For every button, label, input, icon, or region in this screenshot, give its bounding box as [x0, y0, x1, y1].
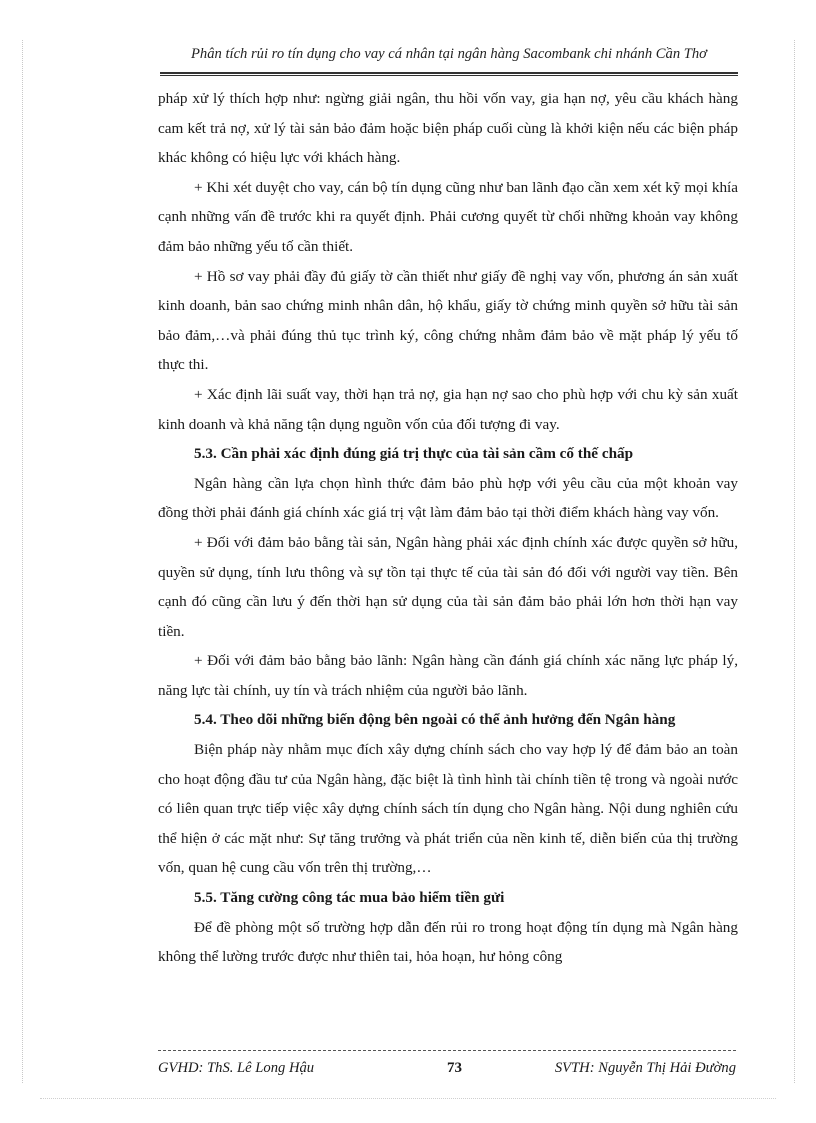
paragraph: + Xác định lãi suất vay, thời hạn trả nợ, gia hạn nợ sao cho phù hợp với chu kỳ sản xuất kinh doanh và khả năng tận dụng nguồn vốn của đối tượng đi vay.	[158, 385, 738, 433]
footer-rule	[158, 1050, 736, 1051]
footer-advisor: GVHD: ThS. Lê Long Hậu	[158, 1060, 315, 1076]
paragraph: Biện pháp này nhằm mục đích xây dựng chính sách cho vay hợp lý để đảm bảo an toàn cho hoạt động đầu tư của Ngân hàng, đặc biệt là tình hình tài chính tiền tệ trong và ngoài nước có liên quan trực tiếp việc xây dựng chính sách tín dụng cho Ngân hàng. Nội dung nghiên cứu thể hiện ở các mặt như: Sự tăng trưởng và phát triển của nền kinh tế, diễn biến của thị trường vốn, quan hệ cung cầu vốn trên thị trường,…	[158, 741, 738, 877]
footer-student: SVTH: Nguyễn Thị Hải Đường	[554, 1060, 736, 1076]
paragraph: Ngân hàng cần lựa chọn hình thức đảm bảo phù hợp với yêu cầu của một khoản vay đồng thời phải đánh giá chính xác giá trị vật làm đảm bảo tại thời điểm khách hàng vay vốn.	[158, 474, 738, 522]
section-heading-5-5: 5.5. Tăng cường công tác mua bảo hiểm tiền gửi	[194, 889, 505, 907]
header-rule	[160, 72, 738, 74]
page-number: 73	[446, 1060, 462, 1076]
page-margin-left	[22, 40, 23, 1083]
paragraph: + Khi xét duyệt cho vay, cán bộ tín dụng cũng như ban lãnh đạo cần xem xét kỹ mọi khía cạnh những vấn đề trước khi ra quyết định. Phải cương quyết từ chối những khoản vay không đảm bảo những yếu tố cần thiết.	[158, 178, 738, 255]
page-footer	[158, 1060, 736, 1077]
paragraph: + Đối với đảm bảo bằng tài sản, Ngân hàng phải xác định chính xác được quyền sở hữu, quyền sử dụng, tính lưu thông và sự tồn tại thực tế của tài sản đó đối với người vay tiền. Bên cạnh đó cũng cần lưu ý đến thời hạn sử dụng của tài sản đảm bảo phải lớn hơn thời hạn vay tiền.	[158, 533, 738, 640]
document-body	[158, 84, 738, 972]
page-margin-bottom	[40, 1098, 776, 1099]
section-heading-5-3: 5.3. Cần phải xác định đúng giá trị thực của tài sản cầm cố thế chấp	[194, 445, 634, 463]
section-heading-5-4: 5.4. Theo dõi những biến động bên ngoài có thể ảnh hưởng đến Ngân hàng	[194, 711, 676, 729]
running-header: Phân tích rủi ro tín dụng cho vay cá nhân tại ngân hàng Sacombank chi nhánh Cần Thơ	[191, 46, 707, 62]
paragraph: Để đề phòng một số trường hợp dẫn đến rủi ro trong hoạt động tín dụng mà Ngân hàng không thể lường trước được như thiên tai, hỏa hoạn, hư hỏng công	[158, 918, 738, 966]
header-rule-inner	[160, 75, 738, 76]
paragraph: pháp xử lý thích hợp như: ngừng giải ngân, thu hồi vốn vay, gia hạn nợ, yêu cầu khách hàng cam kết trả nợ, xử lý tài sản bảo đảm hoặc biện pháp cuối cùng là khởi kiện nếu các biện pháp khác không có hiệu lực với khách hàng.	[158, 90, 738, 167]
page-margin-right	[794, 40, 795, 1083]
paragraph: + Hồ sơ vay phải đầy đủ giấy tờ cần thiết như giấy đề nghị vay vốn, phương án sản xuất kinh doanh, bản sao chứng minh nhân dân, hộ khẩu, giấy tờ chứng minh quyền sở hữu tài sản bảo đảm,…và phải đúng thủ tục trình ký, công chứng nhằm đảm bảo về mặt pháp lý yếu tố thực thi.	[158, 267, 738, 374]
paragraph: + Đối với đảm bảo bằng bảo lãnh: Ngân hàng cần đánh giá chính xác năng lực pháp lý, năng lực tài chính, uy tín và trách nhiệm của người bảo lãnh.	[158, 652, 738, 699]
